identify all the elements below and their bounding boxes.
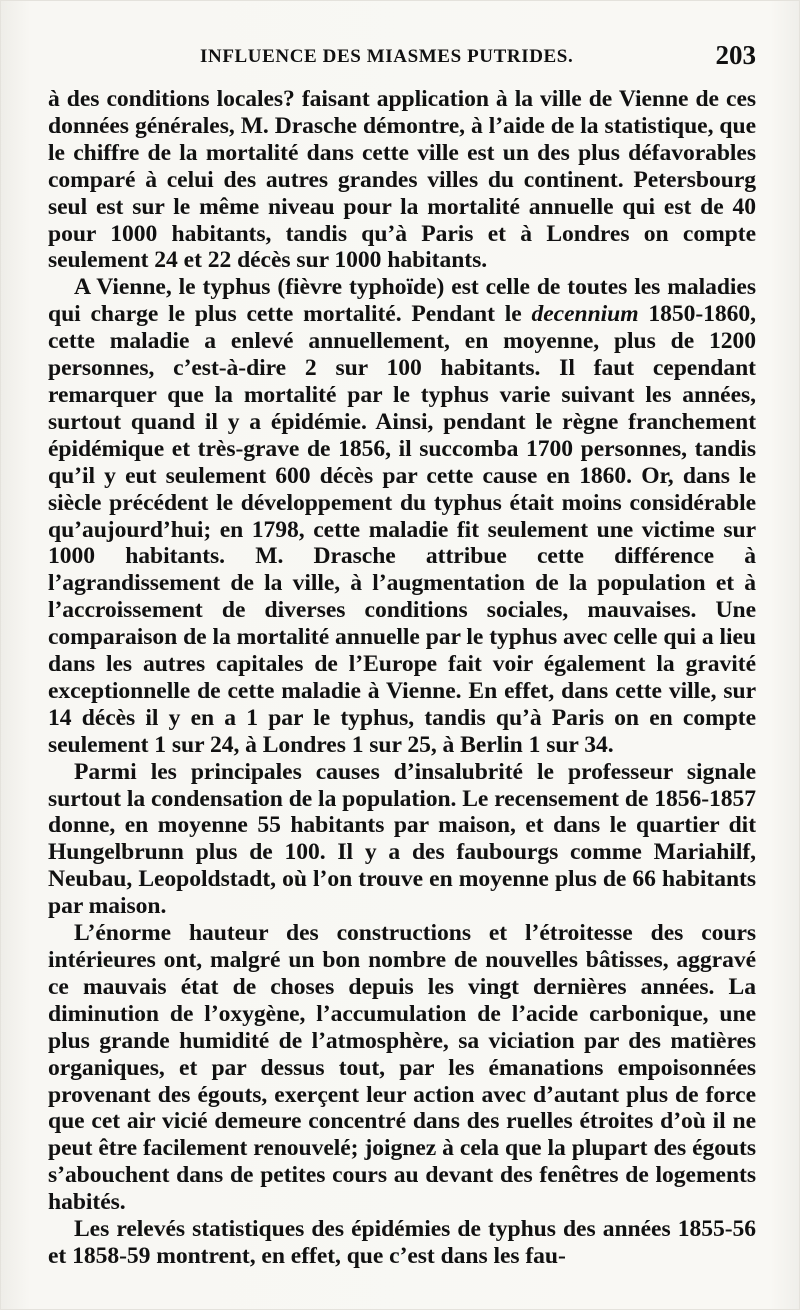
paragraph-4 (48, 920, 756, 1216)
paragraph-5-text: Les relevés statistiques des épidémies de typhus des années 1855-56 et 1858-59 montrent, en effet, que c’est dans les fau- (48, 1216, 756, 1269)
body-text (48, 86, 756, 1270)
paragraph-3-text: Parmi les principales causes d’insalubrité le professeur signale surtout la condensation de la population. Le recensement de 1856-1857 donne, en moyenne 55 habitants par maison, et dans le quartier dit Hungelbrunn plus de 100. Il y a des faubourgs comme Mariahilf, Neubau, Leopoldstadt, où l’on trouve en moyenne plus de 66 habitants par maison. (48, 758, 756, 920)
paragraph-5 (48, 1216, 756, 1270)
paragraph-2 (48, 274, 756, 758)
page-header (48, 38, 756, 78)
paragraph-2-text-a: A Vienne, le typhus (fièvre typhoïde) est celle de toutes les maladies qui charge le plus cette mortalité. Pendant le (48, 274, 756, 328)
paragraph-2-italic: decennium (531, 301, 639, 328)
paragraph-1 (48, 86, 756, 274)
paragraph-3 (48, 759, 756, 920)
running-title: INFLUENCE DES MIASMES PUTRIDES. (200, 46, 574, 67)
paragraph-2-text-b: 1850-1860, cette maladie a enlevé annuellement, en moyenne, plus de 1200 personnes, c’est-à-dire 2 sur 100 habitants. Il faut cependant remarquer que la mortalité par le typhus varie suivant les années, surtout quand il y a épidémie. Ainsi, pendant le règne franchement épidémique et très-grave de 1856, il succomba 1700 personnes, tandis qu’il y eut seulement 600 décès par cette cause en 1860. Or, dans le siècle précédent le développement du typhus était moins considérable qu’aujourd’hui; en 1798, cette maladie fit seulement une victime sur 1000 habitants. M. Drasche attribue cette différence à l’agrandissement de la ville, à l’augmentation de la population et à l’accroissement de diverses conditions sociales, mauvaises. Une comparaison de la mortalité annuelle par le typhus avec celle qui a lieu dans les autres capitales de l’Europe fait voir également la gravité exceptionnelle de cette maladie à Vienne. En effet, dans cette ville, sur 14 décès il y en a 1 par le typhus, tandis qu’à Paris on en compte seulement 1 sur 24, à Londres 1 sur 25, à Berlin 1 sur 34. (48, 301, 756, 758)
paragraph-1-text: à des conditions locales? faisant application à la ville de Vienne de ces données générales, M. Drasche démontre, à l’aide de la statistique, que le chiffre de la mortalité dans cette ville est un des plus défavorables comparé à celui des autres grandes villes du continent. Petersbourg seul est sur le même niveau pour la mortalité annuelle qui est de 40 pour 1000 habitants, tandis qu’à Paris et à Londres on compte seulement 24 et 22 décès sur 1000 habitants. (48, 86, 756, 274)
paragraph-4-text: L’énorme hauteur des constructions et l’étroitesse des cours intérieures ont, malgré un bon nombre de nouvelles bâtisses, aggravé ce mauvais état de choses depuis les vingt dernières années. La diminution de l’oxygène, l’accumulation de l’acide carbonique, une plus grande humidité de l’atmosphère, sa viciation par des matières organiques, et par dessus tout, par les émanations empoisonnées provenant des égouts, exerçent leur action avec d’autant plus de force que cet air vicié demeure concentré dans des ruelles étroites d’où il ne peut être facilement renouvelé; joignez à cela que la plupart des égouts s’abouchent dans de petites cours au devant des fenêtres de logements habités. (48, 920, 756, 1216)
page-number: 203 (715, 40, 756, 70)
